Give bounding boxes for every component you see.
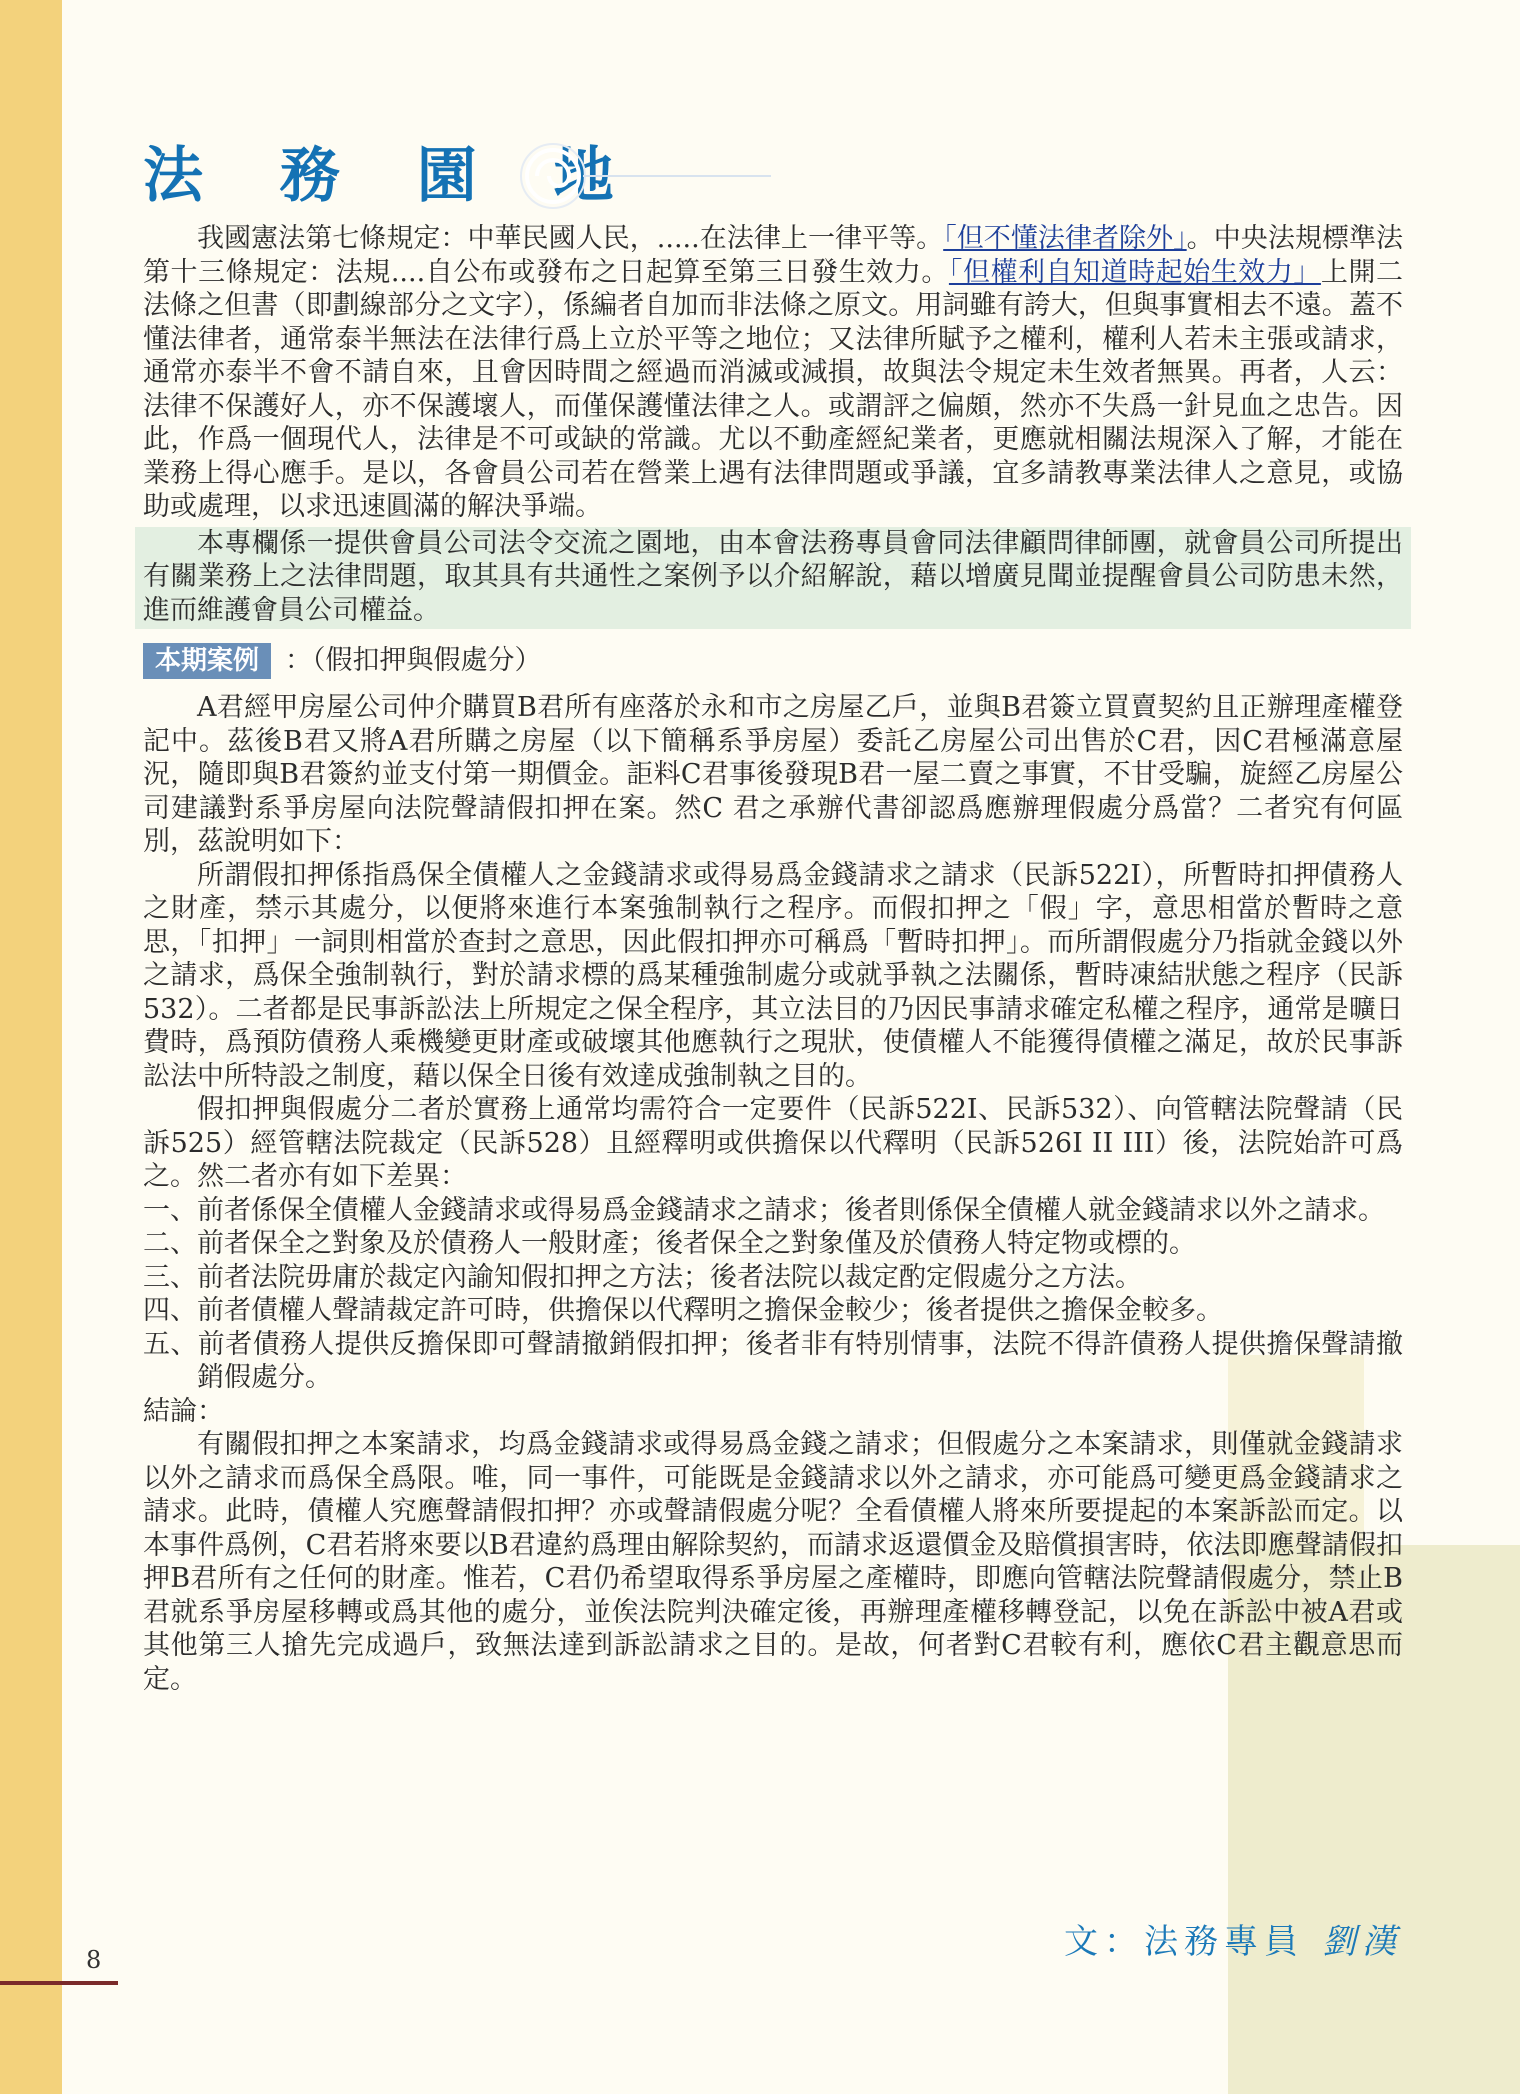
intro-text: 。中央法規標準法第十三條規定：法規....自公布或發布之日起算至第三日發生效力。 [143,223,1404,288]
case-title: ：（假扣押與假處分） [285,645,542,677]
column-description: 本專欄係一提供會員公司法令交流之園地，由本會法務專員會同法律顧問律師團，就會員公司所提出有關業務上之法律問題，取其具有共通性之案例予以介紹解說，藉以增廣見聞並提醒會員公司防患未然，進而維護會員公司權益。 [143,527,1403,626]
case-paragraph: 所謂假扣押係指爲保全債權人之金錢請求或得易爲金錢請求之請求（民訴522I），所暫時扣押債務人之財產，禁示其處分，以便將來進行本案強制執行之程序。而假扣押之「假」字，意思相當於暫時之意思，「扣押」一詞則相當於查封之意思，因此假扣押亦可稱爲「暫時扣押」。而所謂假處分乃指就金錢以外之請求，爲保全強制執行，對於請求標的爲某種強制處分或就爭執之法關係，暫時凍結狀態之程序（民訴532）。二者都是民事訴訟法上所規定之保全程序，其立法目的乃因民事請求確定私權之程序，通常是曠日費時，爲預防債務人乘機變更財產或破壞其他應執行之現狀，使債權人不能獲得債權之滿足，故於民事訴訟法中所特設之制度，藉以保全日後有效達成強制執之目的。 [143,859,1403,1092]
difference-item: 四、前者債權人聲請裁定許可時，供擔保以代釋明之擔保金較少；後者提供之擔保金較多。 [143,1295,1223,1326]
intro-text: 上開二法條之但書（即劃線部分之文字），係編者自加而非法條之原文。用詞雖有誇大，但與事實相去不遠。蓋不懂法律者，通常泰半無法在法律行爲上立於平等之地位；又法律所賦予之權利，權利人若未主張或請求，通常亦泰半不會不請自來，且會因時間之經過而消滅或減損，故與法令規定未生效者無異。再者，人云：法律不保護好人，亦不保護壞人，而僅保護懂法律之人。或謂評之偏頗，然亦不失爲一針見血之忠告。因此，作爲一個現代人，法律是不可或缺的常識。尤以不動產經紀業者，更應就相關法規深入了解，才能在業務上得心應手。是以，各會員公司若在營業上遇有法律問題或爭議，宜多請教專業法律人之意見，或協助或處理，以求迅速圓滿的解決爭端。 [143,256,1403,522]
underlined-proviso-1: 「但不懂法律者除外」 [943,223,1187,254]
column-description-box [135,527,1411,630]
underlined-proviso-2: 「但權利自知道時起始生效力」 [948,256,1321,288]
case-paragraph: A君經甲房屋公司仲介購買B君所有座落於永和市之房屋乙戶，並與B君簽立買賣契約且正辦理產權登記中。茲後B君又將A君所購之房屋（以下簡稱系爭房屋）委託乙房屋公司出售於C君，因C君極滿意屋況，隨即與B君簽約並支付第一期價金。詎料C君事後發現B君一屋二賣之事實，不甘受騙，旋經乙房屋公司建議對系爭房屋向法院聲請假扣押在案。然C 君之承辦代書卻認爲應辦理假處分爲當？二者究有何區別，茲說明如下： [143,692,1403,857]
author-name: 劉漢 [1322,1922,1402,1962]
difference-item: 一、前者係保全債權人金錢請求或得易爲金錢請求之請求；後者則係保全債權人就金錢請求以外之請求。 [143,1194,1385,1226]
case-paragraph: 假扣押與假處分二者於實務上通常均需符合一定要件（民訴522I、民訴532）、向管轄法院聲請（民訴525）經管轄法院裁定（民訴528）且經釋明或供擔保以代釋明（民訴526I II III）後，法院始許可爲之。然二者亦有如下差異： [143,1094,1403,1192]
conclusion-heading: 結論： [143,1395,224,1427]
left-color-band [0,0,62,2094]
article-body [143,222,1403,1696]
intro-paragraph [143,222,1403,524]
page-title: 法 務 園 地 [143,141,642,211]
page-number-rule [0,1981,118,1985]
conclusion-paragraph: 有關假扣押之本案請求，均爲金錢請求或得易爲金錢之請求；但假處分之本案請求，則僅就金錢請求以外之請求而爲保全爲限。唯，同一事件，可能既是金錢請求以外之請求，亦可能爲可變更爲金錢請求之請求。此時，債權人究應聲請假扣押？亦或聲請假處分呢？全看債權人將來所要提起的本案訴訟而定。以本事件爲例，C君若將來要以B君違約爲理由解除契約，而請求返還價金及賠償損害時，依法即應聲請假扣押B君所有之任何的財產。惟若，C君仍希望取得系爭房屋之產權時，即應向管轄法院聲請假處分，禁止B君就系爭房屋移轉或爲其他的處分，並俟法院判決確定後，再辦理產權移轉登記，以免在訴訟中被A君或其他第三人搶先完成過戶，致無法達到訴訟請求之目的。是故，何者對C君較有利，應依C君主觀意思而定。 [143,1429,1403,1695]
difference-item: 二、前者保全之對象及於債務人一般財產；後者保全之對象僅及於債務人特定物或標的。 [143,1228,1196,1259]
case-heading [143,643,1403,679]
difference-item: 三、前者法院毋庸於裁定內諭知假扣押之方法；後者法院以裁定酌定假處分之方法。 [143,1261,1142,1293]
difference-item: 五、前者債務人提供反擔保即可聲請撤銷假扣押；後者非有特別情事，法院不得許債務人提供擔保聲請撤銷假處分。 [143,1328,1403,1393]
page-number: 8 [86,1946,102,1974]
intro-text: 我國憲法第七條規定：中華民國人民，.....在法律上一律平等。 [197,223,944,254]
differences-list [143,1194,1403,1395]
swirl-ornament-icon [513,136,773,216]
byline-prefix: 文：法務專員 [1064,1922,1304,1962]
section-header [143,128,683,218]
case-label-badge: 本期案例 [143,643,271,679]
author-byline [1064,1914,1402,1963]
